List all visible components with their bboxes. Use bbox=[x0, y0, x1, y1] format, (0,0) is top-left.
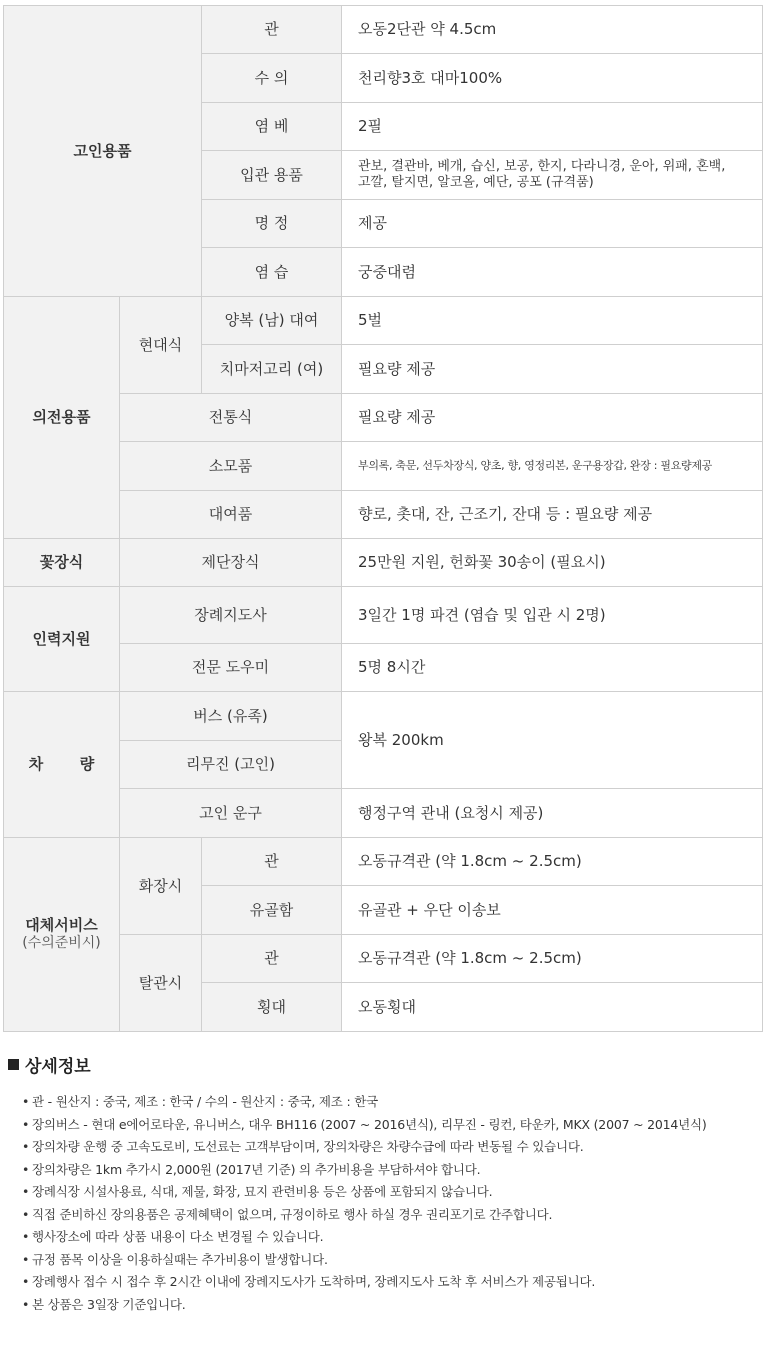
detail-title: 상세정보 bbox=[25, 1057, 91, 1077]
item-label: 명 정 bbox=[202, 200, 342, 248]
item-label: 횡대 bbox=[202, 983, 342, 1032]
table-row bbox=[4, 297, 763, 345]
notes-list bbox=[8, 1091, 758, 1316]
item-value: 행정구역 관내 (요청시 제공) bbox=[342, 789, 763, 838]
bullet-icon: • bbox=[22, 1161, 30, 1177]
bullet-icon: • bbox=[22, 1296, 30, 1312]
bullet-icon: • bbox=[22, 1274, 30, 1289]
note-text: 행사장소에 따라 상품 내용이 다소 변경될 수 있습니다. bbox=[32, 1229, 324, 1244]
note-text: 관 - 원산지 : 중국, 제조 : 한국 / 수의 - 원산지 : 중국, 제조 : 한국 bbox=[32, 1094, 378, 1109]
item-label: 양복 (남) 대여 bbox=[202, 297, 342, 345]
item-label: 관 bbox=[202, 838, 342, 886]
group-title: 대체서비스 bbox=[25, 916, 98, 935]
list-item bbox=[22, 1294, 758, 1317]
table-row bbox=[4, 539, 763, 587]
item-value: 제공 bbox=[342, 200, 763, 248]
bullet-icon: • bbox=[22, 1139, 30, 1154]
table-row bbox=[4, 838, 763, 886]
group-flower: 꽃장식 bbox=[4, 539, 120, 587]
item-value: 25만원 지원, 헌화꽃 30송이 (필요시) bbox=[342, 539, 763, 587]
note-text: 장의차량 운행 중 고속도로비, 도선료는 고객부담이며, 장의차량은 차량수급에 따라 변동될 수 있습니다. bbox=[32, 1139, 584, 1154]
item-label: 버스 (유족) bbox=[120, 692, 342, 741]
square-bullet-icon bbox=[8, 1059, 19, 1070]
sub-modern: 현대식 bbox=[120, 297, 202, 394]
item-value: 유골관 + 우단 이송보 bbox=[342, 886, 763, 935]
item-label: 전문 도우미 bbox=[120, 644, 342, 692]
item-label: 장례지도사 bbox=[120, 587, 342, 644]
list-item bbox=[22, 1159, 758, 1182]
list-item bbox=[22, 1136, 758, 1159]
item-value bbox=[342, 151, 763, 200]
note-text: 규정 품목 이상을 이용하실때는 추가비용이 발생합니다. bbox=[32, 1251, 328, 1267]
item-value: 오동규격관 (약 1.8cm ~ 2.5cm) bbox=[342, 935, 763, 983]
item-value: 필요량 제공 bbox=[342, 345, 763, 394]
item-label: 관 bbox=[202, 935, 342, 983]
table-row bbox=[4, 692, 763, 741]
list-item bbox=[22, 1181, 758, 1204]
value-line: 고깔, 탈지면, 알코올, 예단, 공포 (규격품) bbox=[358, 175, 594, 190]
group-uijeon: 의전용품 bbox=[4, 297, 120, 539]
bullet-icon: • bbox=[22, 1206, 30, 1222]
detail-section bbox=[8, 1052, 758, 1316]
item-label: 염 베 bbox=[202, 103, 342, 151]
item-value: 향로, 촛대, 잔, 근조기, 잔대 등 : 필요량 제공 bbox=[342, 491, 763, 539]
note-text: 장례식장 시설사용료, 식대, 제물, 화장, 묘지 관련비용 등은 상품에 포함되지 않습니다. bbox=[32, 1184, 493, 1199]
list-item bbox=[22, 1204, 758, 1227]
item-value: 5벌 bbox=[342, 297, 763, 345]
item-label: 대여품 bbox=[120, 491, 342, 539]
item-label: 유골함 bbox=[202, 886, 342, 935]
item-value: 2필 bbox=[342, 103, 763, 151]
item-label: 염 습 bbox=[202, 248, 342, 297]
item-label: 리무진 (고인) bbox=[120, 741, 342, 789]
note-text: 장의차량은 1km 추가시 2,000원 (2017년 기준) 의 추가비용을 부담하셔야 합니다. bbox=[32, 1161, 481, 1177]
item-label: 제단장식 bbox=[120, 539, 342, 587]
group-alt bbox=[4, 838, 120, 1032]
bullet-icon: • bbox=[22, 1184, 30, 1199]
note-text: 장례행사 접수 시 접수 후 2시간 이내에 장례지도사가 도착하며, 장례지도사 도착 후 서비스가 제공됩니다. bbox=[32, 1274, 596, 1289]
bullet-icon: • bbox=[22, 1229, 30, 1244]
item-value: 오동규격관 (약 1.8cm ~ 2.5cm) bbox=[342, 838, 763, 886]
item-value: 부의록, 축문, 선두차장식, 양초, 향, 영정리본, 운구용장갑, 완장 : 필요량제공 bbox=[342, 442, 763, 491]
item-value: 3일간 1명 파견 (염습 및 입관 시 2명) bbox=[342, 587, 763, 644]
value-line: 관보, 결관바, 베개, 습신, 보공, 한지, 다라니경, 운아, 위패, 혼백, bbox=[358, 158, 726, 174]
group-vehicle: 차 량 bbox=[4, 692, 120, 838]
note-text: 직접 준비하신 장의용품은 공제혜택이 없으며, 규정이하로 행사 하실 경우 권리포기로 간주합니다. bbox=[32, 1206, 553, 1222]
item-value: 오동2단관 약 4.5cm bbox=[342, 6, 763, 54]
item-label: 소모품 bbox=[120, 442, 342, 491]
list-item bbox=[22, 1249, 758, 1272]
item-label: 관 bbox=[202, 6, 342, 54]
item-value: 천리향3호 대마100% bbox=[342, 54, 763, 103]
note-text: 본 상품은 3일장 기준입니다. bbox=[32, 1296, 186, 1312]
bullet-icon: • bbox=[22, 1251, 30, 1267]
item-value: 왕복 200km bbox=[342, 692, 763, 789]
sub-cremation: 화장시 bbox=[120, 838, 202, 935]
item-value: 필요량 제공 bbox=[342, 394, 763, 442]
bullet-icon: • bbox=[22, 1116, 30, 1132]
table-row bbox=[4, 587, 763, 644]
list-item bbox=[22, 1226, 758, 1249]
list-item bbox=[22, 1114, 758, 1137]
item-value: 5명 8시간 bbox=[342, 644, 763, 692]
group-note: (수의준비시) bbox=[22, 935, 101, 952]
bullet-icon: • bbox=[22, 1094, 30, 1109]
table-row bbox=[4, 6, 763, 54]
group-goin: 고인용품 bbox=[4, 6, 202, 297]
service-table bbox=[3, 5, 763, 1032]
item-value: 궁중대렴 bbox=[342, 248, 763, 297]
group-staff: 인력지원 bbox=[4, 587, 120, 692]
detail-header bbox=[8, 1052, 758, 1077]
item-label: 전통식 bbox=[120, 394, 342, 442]
item-value: 오동횡대 bbox=[342, 983, 763, 1032]
item-label: 입관 용품 bbox=[202, 151, 342, 200]
note-text: 장의버스 - 현대 e에어로타운, 유니버스, 대우 BH116 (2007 ~ 2016년식), 리무진 - 링컨, 타운카, MKX (2007 ~ 2014년식) bbox=[32, 1116, 707, 1132]
item-label: 치마저고리 (여) bbox=[202, 345, 342, 394]
list-item bbox=[22, 1091, 758, 1114]
item-label: 수 의 bbox=[202, 54, 342, 103]
sub-talgwan: 탈관시 bbox=[120, 935, 202, 1032]
item-label: 고인 운구 bbox=[120, 789, 342, 838]
list-item bbox=[22, 1271, 758, 1294]
